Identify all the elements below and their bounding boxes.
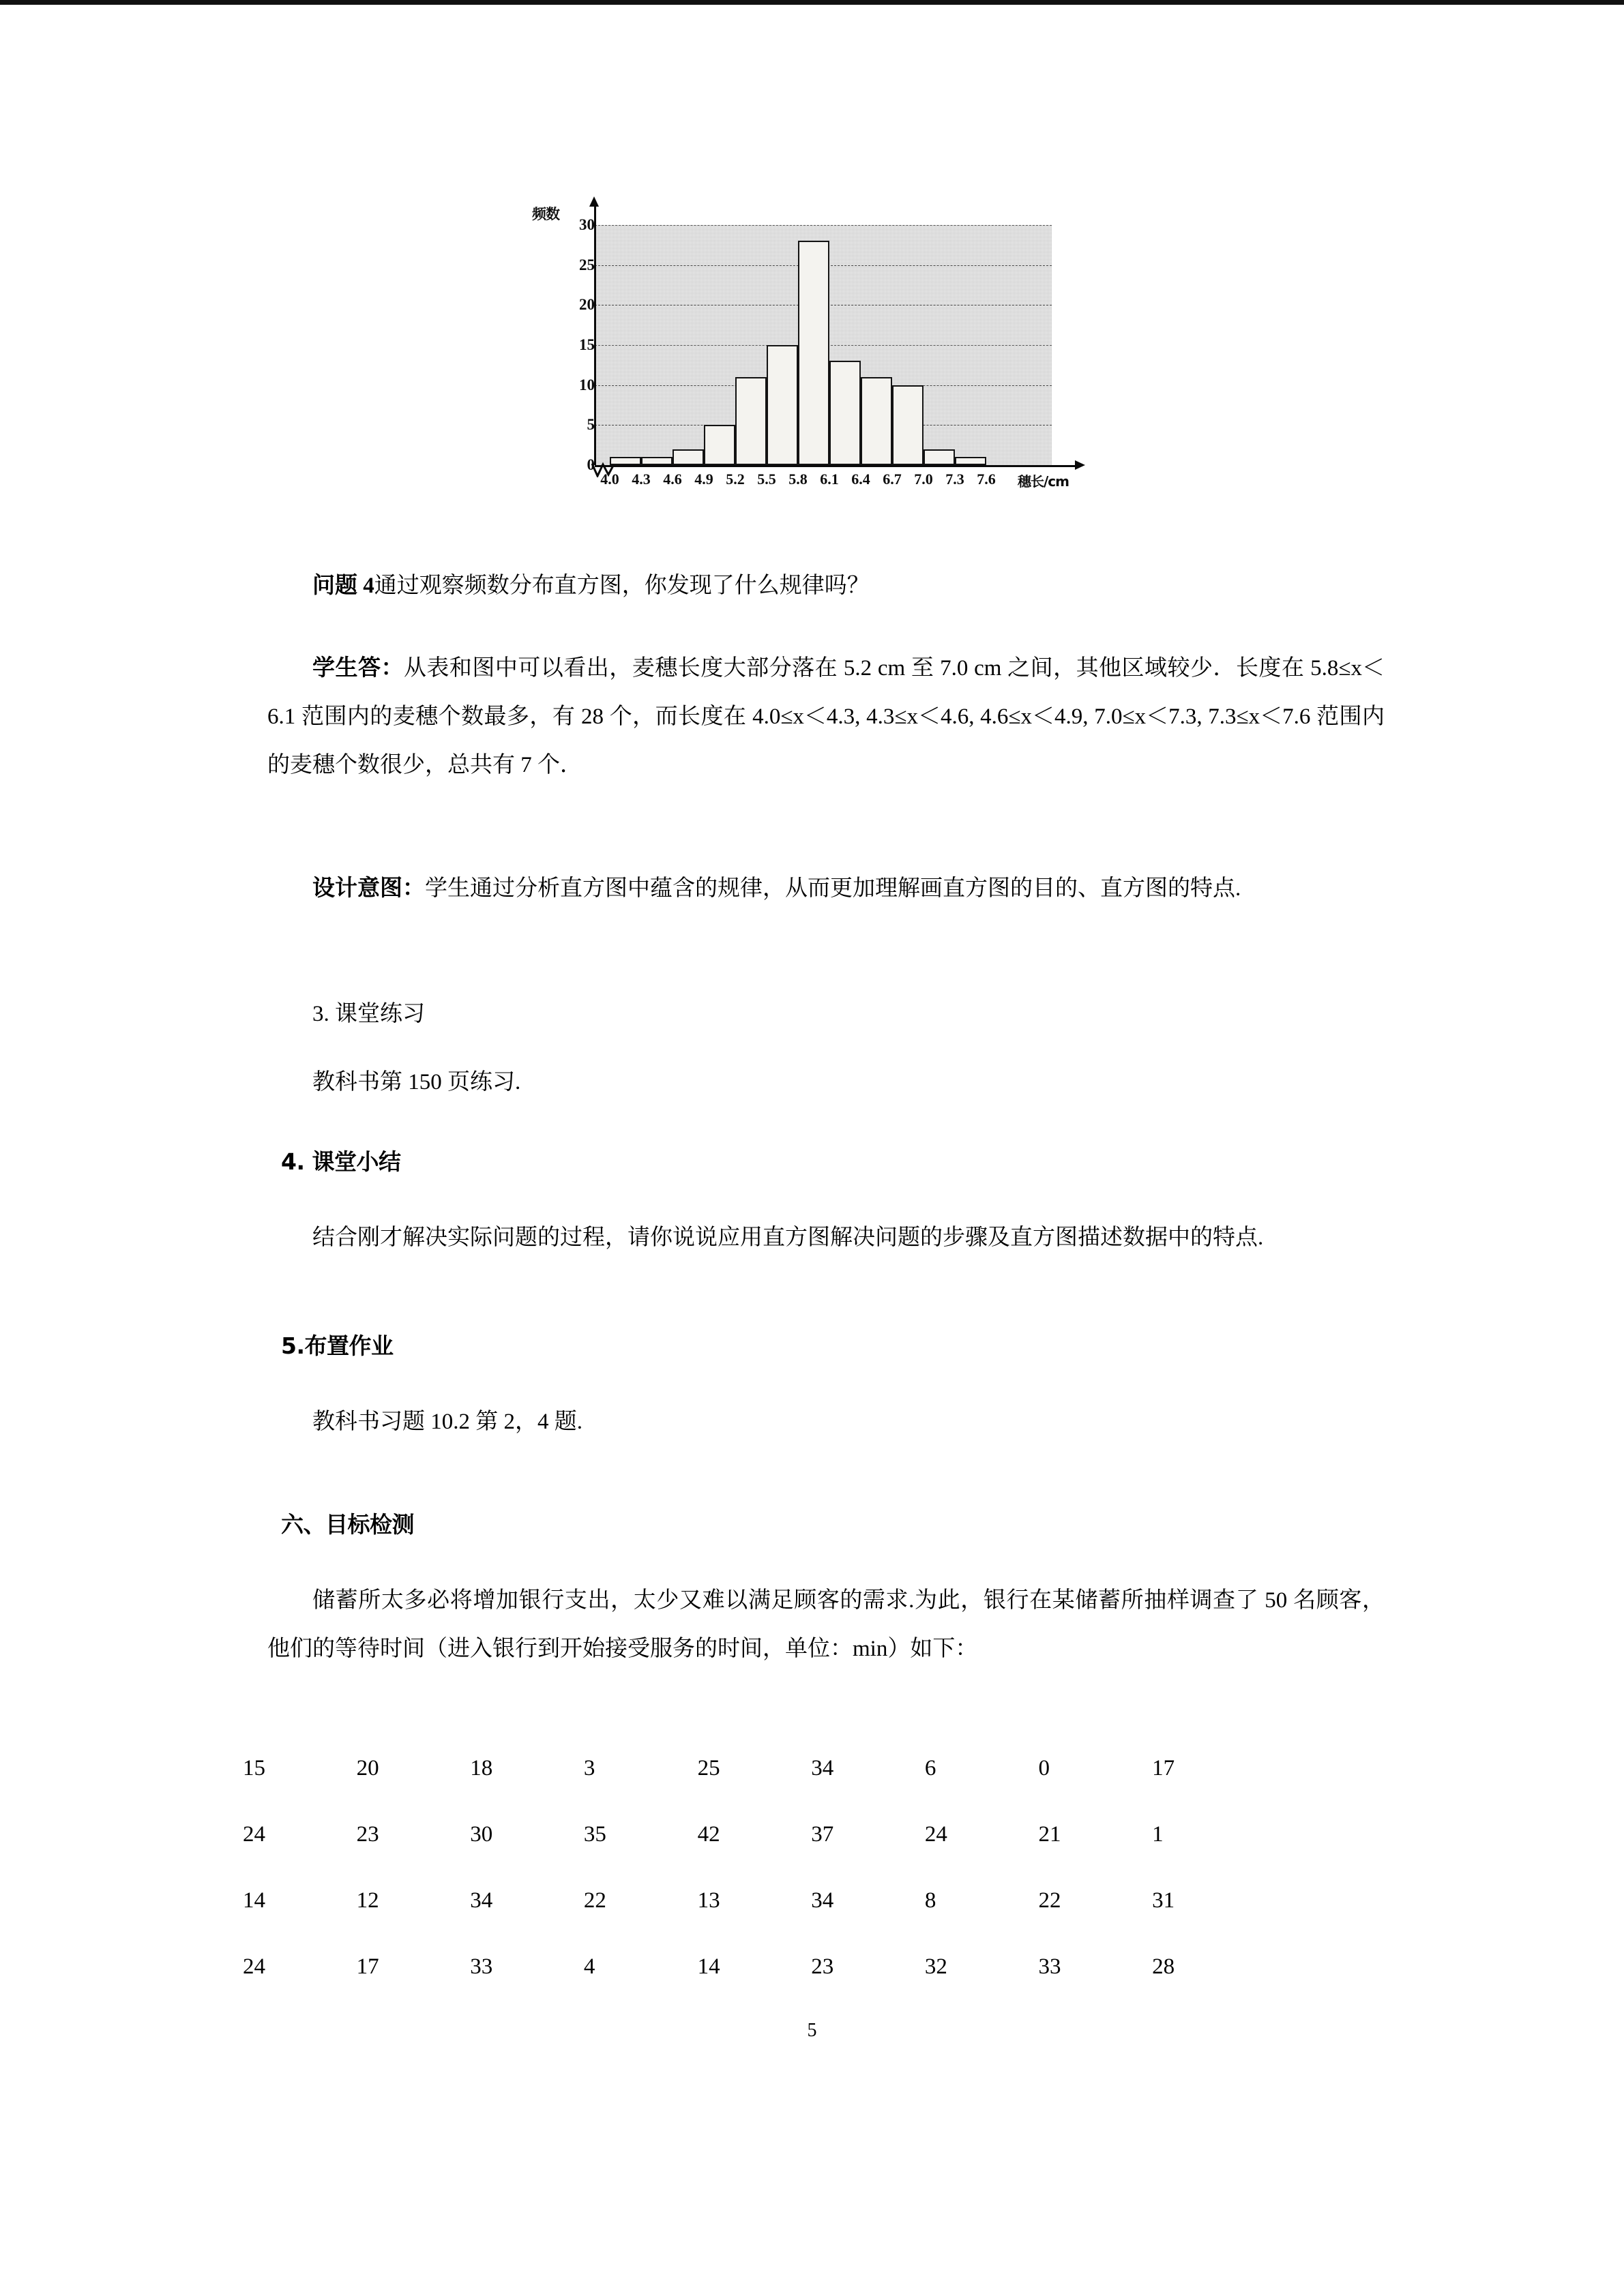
y-tick-label: 0: [587, 456, 595, 473]
table-row: [240, 1934, 1263, 2000]
table-cell: 23: [356, 1822, 379, 1847]
table-cell: 34: [811, 1756, 834, 1780]
y-tick-label: 10: [579, 376, 595, 393]
table-cell: 14: [243, 1888, 265, 1913]
design-intent-text: 学生通过分析直方图中蕴含的规律，从而更加理解画直方图的目的、直方图的特点.: [425, 876, 1241, 901]
histogram-bar: [704, 425, 735, 465]
table-cell: 42: [697, 1822, 720, 1847]
table-row: [240, 1802, 1263, 1868]
x-tick-label: 6.7: [883, 471, 902, 488]
y-axis-title: 频数: [532, 206, 559, 222]
section-4-text-block: [267, 1214, 1385, 1262]
student-answer-lead: 学生答：: [312, 656, 404, 681]
waiting-time-data-table: [240, 1735, 1263, 2000]
table-row: [240, 1735, 1263, 1802]
x-tick-label: 6.4: [851, 471, 870, 488]
section-6-text-block: [267, 1577, 1385, 1673]
table-cell: 34: [470, 1888, 493, 1913]
x-axis-arrow-icon: [1075, 460, 1085, 470]
histogram-bar: [673, 449, 704, 465]
x-tick-label: 7.0: [914, 471, 933, 488]
section-6-block: [267, 1500, 1385, 1549]
table-cell: 15: [243, 1756, 265, 1780]
section-4-heading: 4. 课堂小结: [281, 1148, 401, 1175]
table-cell: 35: [583, 1822, 606, 1847]
table-cell: 23: [811, 1954, 834, 1979]
table-cell: 34: [811, 1888, 834, 1913]
table-cell: 20: [356, 1756, 379, 1780]
table-cell: 17: [356, 1954, 379, 1979]
x-tick-label: 4.3: [632, 471, 651, 488]
x-tick-label: 7.6: [977, 471, 996, 488]
table-cell: 30: [470, 1822, 493, 1847]
table-cell: 14: [697, 1954, 720, 1979]
table-cell: 8: [924, 1888, 936, 1913]
y-axis-arrow-icon: [589, 196, 599, 207]
histogram-bar: [829, 361, 861, 465]
table-cell: 4: [583, 1954, 595, 1979]
table-cell: 22: [583, 1888, 606, 1913]
section-3-block: [267, 990, 1385, 1039]
question-4-lead: 问题 4: [312, 573, 374, 598]
table-cell: 18: [470, 1756, 493, 1780]
histogram-bar: [861, 377, 892, 465]
question-4-text: 通过观察频数分布直方图，你发现了什么规律吗？: [374, 573, 870, 598]
section-5-heading: 5.布置作业: [281, 1332, 394, 1359]
table-cell: 33: [470, 1954, 493, 1979]
table-cell: 12: [356, 1888, 379, 1913]
table-cell: 24: [243, 1954, 265, 1979]
x-axis-line: [595, 465, 1076, 467]
x-tick-label: 5.8: [788, 471, 808, 488]
histogram-bar: [892, 385, 924, 465]
table-cell: 21: [1038, 1822, 1061, 1847]
table-cell: 22: [1038, 1888, 1061, 1913]
table-cell: 0: [1038, 1756, 1050, 1780]
table-cell: 32: [924, 1954, 947, 1979]
table-cell: 31: [1152, 1888, 1175, 1913]
section-4-block: [267, 1137, 1385, 1186]
table-row: [240, 1868, 1263, 1934]
histogram-bar: [955, 457, 986, 465]
table-cell: 25: [697, 1756, 720, 1780]
section-6-text: 储蓄所太多必将增加银行支出，太少又难以满足顾客的需求.为此，银行在某储蓄所抽样调查了 50 名顾客，他们的等待时间（进入银行到开始接受服务的时间，单位：min）如下：: [267, 1588, 1385, 1661]
table-cell: 6: [924, 1756, 936, 1780]
x-tick-label: 5.5: [757, 471, 776, 488]
x-tick-label: 4.6: [663, 471, 682, 488]
table-cell: 1: [1152, 1822, 1164, 1847]
table-cell: 3: [583, 1756, 595, 1780]
y-tick-label: 15: [579, 336, 595, 353]
x-tick-label: 4.0: [600, 471, 619, 488]
table-cell: 13: [697, 1888, 720, 1913]
histogram-bar: [641, 457, 673, 465]
x-axis-title: 穗长/cm: [1018, 473, 1069, 490]
student-answer-block: [267, 644, 1385, 790]
y-tick-label: 25: [579, 256, 595, 273]
student-answer-paragraph: [267, 644, 1385, 790]
section-3-heading: 3. 课堂练习: [312, 1002, 425, 1026]
section-3-text: 教科书第 150 页练习.: [312, 1070, 521, 1094]
section-5-text-block: [267, 1398, 1385, 1446]
table-cell: 28: [1152, 1954, 1175, 1979]
table-cell: 33: [1038, 1954, 1061, 1979]
table-cell: 37: [811, 1822, 834, 1847]
x-tick-label: 7.3: [945, 471, 964, 488]
x-tick-label: 6.1: [820, 471, 839, 488]
y-axis-line: [594, 205, 596, 465]
histogram-bar: [924, 449, 955, 465]
question-4-paragraph: [267, 562, 1385, 610]
histogram-figure: [532, 199, 1132, 520]
table-cell: 24: [243, 1822, 265, 1847]
question-4-block: [267, 562, 1385, 610]
y-tick-label: 5: [587, 416, 595, 434]
section-4-text: 结合刚才解决实际问题的过程，请你说说应用直方图解决问题的步骤及直方图描述数据中的特点.: [312, 1225, 1264, 1250]
y-tick-label: 30: [579, 216, 595, 233]
student-answer-text: 从表和图中可以看出，麦穗长度大部分落在 5.2 cm 至 7.0 cm 之间，其他区域较少．长度在 5.8≤x＜6.1 范围内的麦穗个数最多，有 28 个，而长度在 4.0≤x＜4.3, 4.3≤x＜4.6, 4.6≤x＜4.9, 7.0≤x＜7.3, 7.3≤x＜7.6 范围内的麦穗个数很少，总共有 7 个．: [267, 656, 1385, 777]
histogram-bar: [798, 241, 829, 465]
design-intent-lead: 设计意图：: [312, 876, 425, 901]
page-number: 5: [807, 2020, 817, 2041]
design-intent-block: [267, 865, 1385, 913]
section-5-block: [267, 1322, 1385, 1370]
gridline-30: [595, 225, 1052, 226]
histogram-bar: [735, 377, 767, 465]
table-cell: 24: [924, 1822, 947, 1847]
section-6-heading: 六、目标检测: [281, 1511, 414, 1538]
histogram-bar: [767, 345, 798, 465]
x-tick-label: 5.2: [726, 471, 745, 488]
y-tick-label: 20: [579, 296, 595, 314]
table-cell: 17: [1152, 1756, 1175, 1780]
x-tick-label: 4.9: [694, 471, 713, 488]
design-intent-paragraph: [267, 865, 1385, 913]
section-3-text-block: [267, 1058, 1385, 1107]
histogram-bar: [610, 457, 641, 465]
section-5-text: 教科书习题 10.2 第 2，4 题.: [312, 1410, 582, 1434]
